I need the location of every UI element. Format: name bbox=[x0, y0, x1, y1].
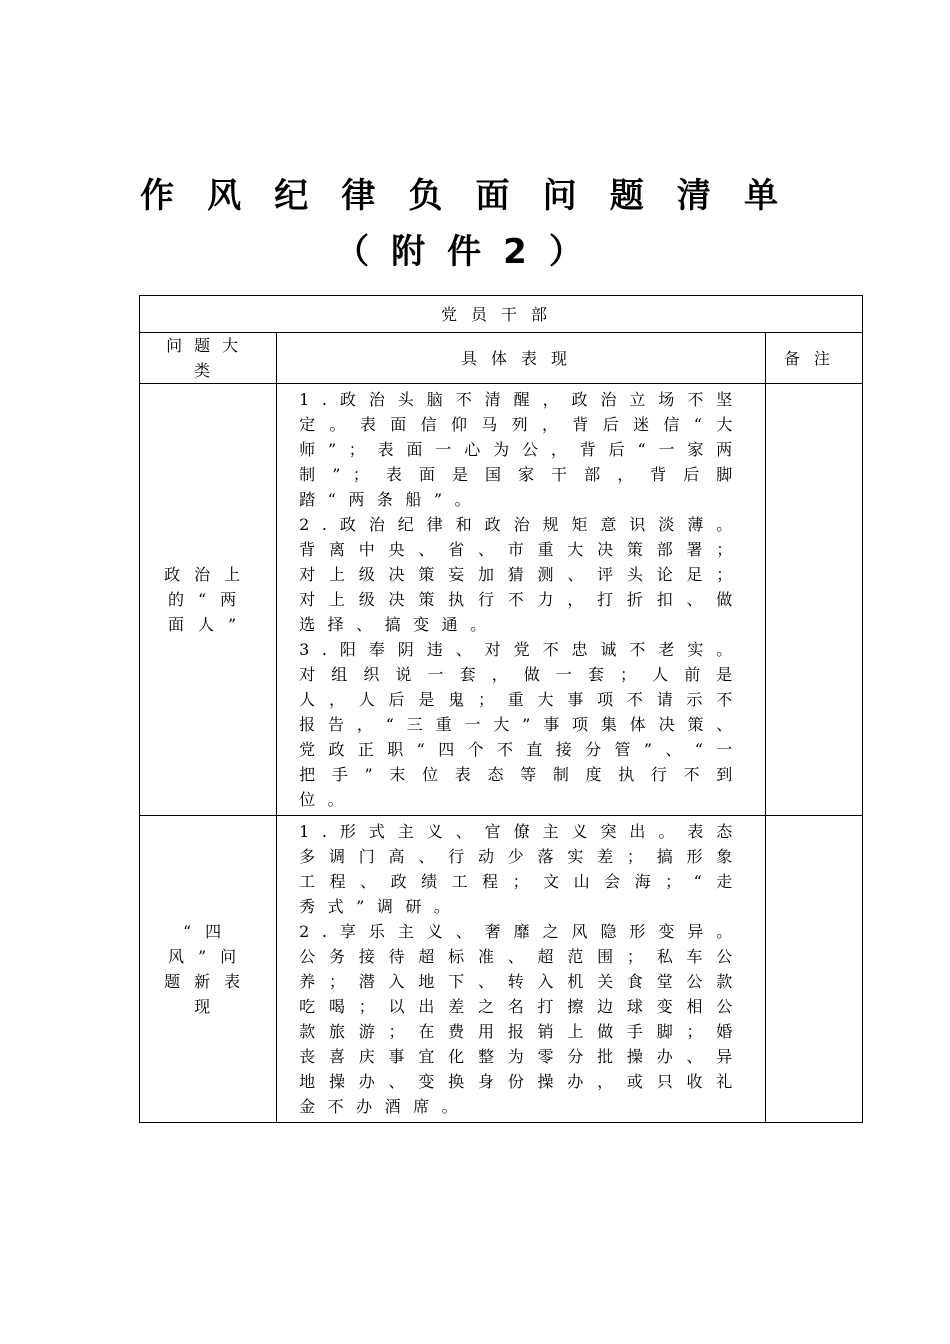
column-header-remark: 备注 bbox=[765, 333, 862, 384]
category-cell: “四风”问题新表现 bbox=[140, 816, 277, 1123]
document-title: 作风纪律负面问题清单（附件2） bbox=[140, 176, 800, 272]
table-row bbox=[140, 384, 863, 816]
table-column-header-row bbox=[140, 333, 863, 384]
detail-item: 3.阳奉阴违、对党不忠诚不老实。对组织说一套，做一套；人前是人，人后是鬼；重大事项不请示不报告，“三重一大”事项集体决策、党政正职“四个不直接分管”、“一把手”末位表态等制度执行不到位。 bbox=[299, 640, 745, 809]
remark-cell bbox=[765, 816, 862, 1123]
table-row bbox=[140, 816, 863, 1123]
detail-item: 1.形式主义、官僚主义突出。表态多调门高、行动少落实差；搞形象工程、政绩工程；文山会海；“走秀式”调研。 bbox=[299, 822, 745, 916]
detail-item: 2.政治纪律和政治规矩意识淡薄。背离中央、省、市重大决策部署；对上级决策妄加猜测、评头论足；对上级决策执行不力，打折扣、做选择、搞变通。 bbox=[299, 515, 745, 634]
column-header-category: 问题大类 bbox=[140, 333, 277, 384]
column-header-detail: 具体表现 bbox=[277, 333, 766, 384]
detail-item: 1.政治头脑不清醒，政治立场不坚定。表面信仰马列，背后迷信“大师”；表面一心为公，背后“一家两制”；表面是国家干部，背后脚踏“两条船”。 bbox=[299, 390, 745, 509]
detail-cell bbox=[277, 816, 766, 1123]
detail-item: 2.享乐主义、奢靡之风隐形变异。公务接待超标准、超范围；私车公养；潜入地下、转入机关食堂公款吃喝；以出差之名打擦边球变相公款旅游；在费用报销上做手脚；婚丧喜庆事宜化整为零分批操办、异地操办、变换身份操办，或只收礼金不办酒席。 bbox=[299, 922, 745, 1116]
table-section-header-row bbox=[140, 296, 863, 333]
remark-cell bbox=[765, 384, 862, 816]
problem-list-table bbox=[139, 295, 863, 1123]
section-header-cell: 党员干部 bbox=[140, 296, 863, 333]
category-cell: 政治上的“两面人” bbox=[140, 384, 277, 816]
detail-cell bbox=[277, 384, 766, 816]
